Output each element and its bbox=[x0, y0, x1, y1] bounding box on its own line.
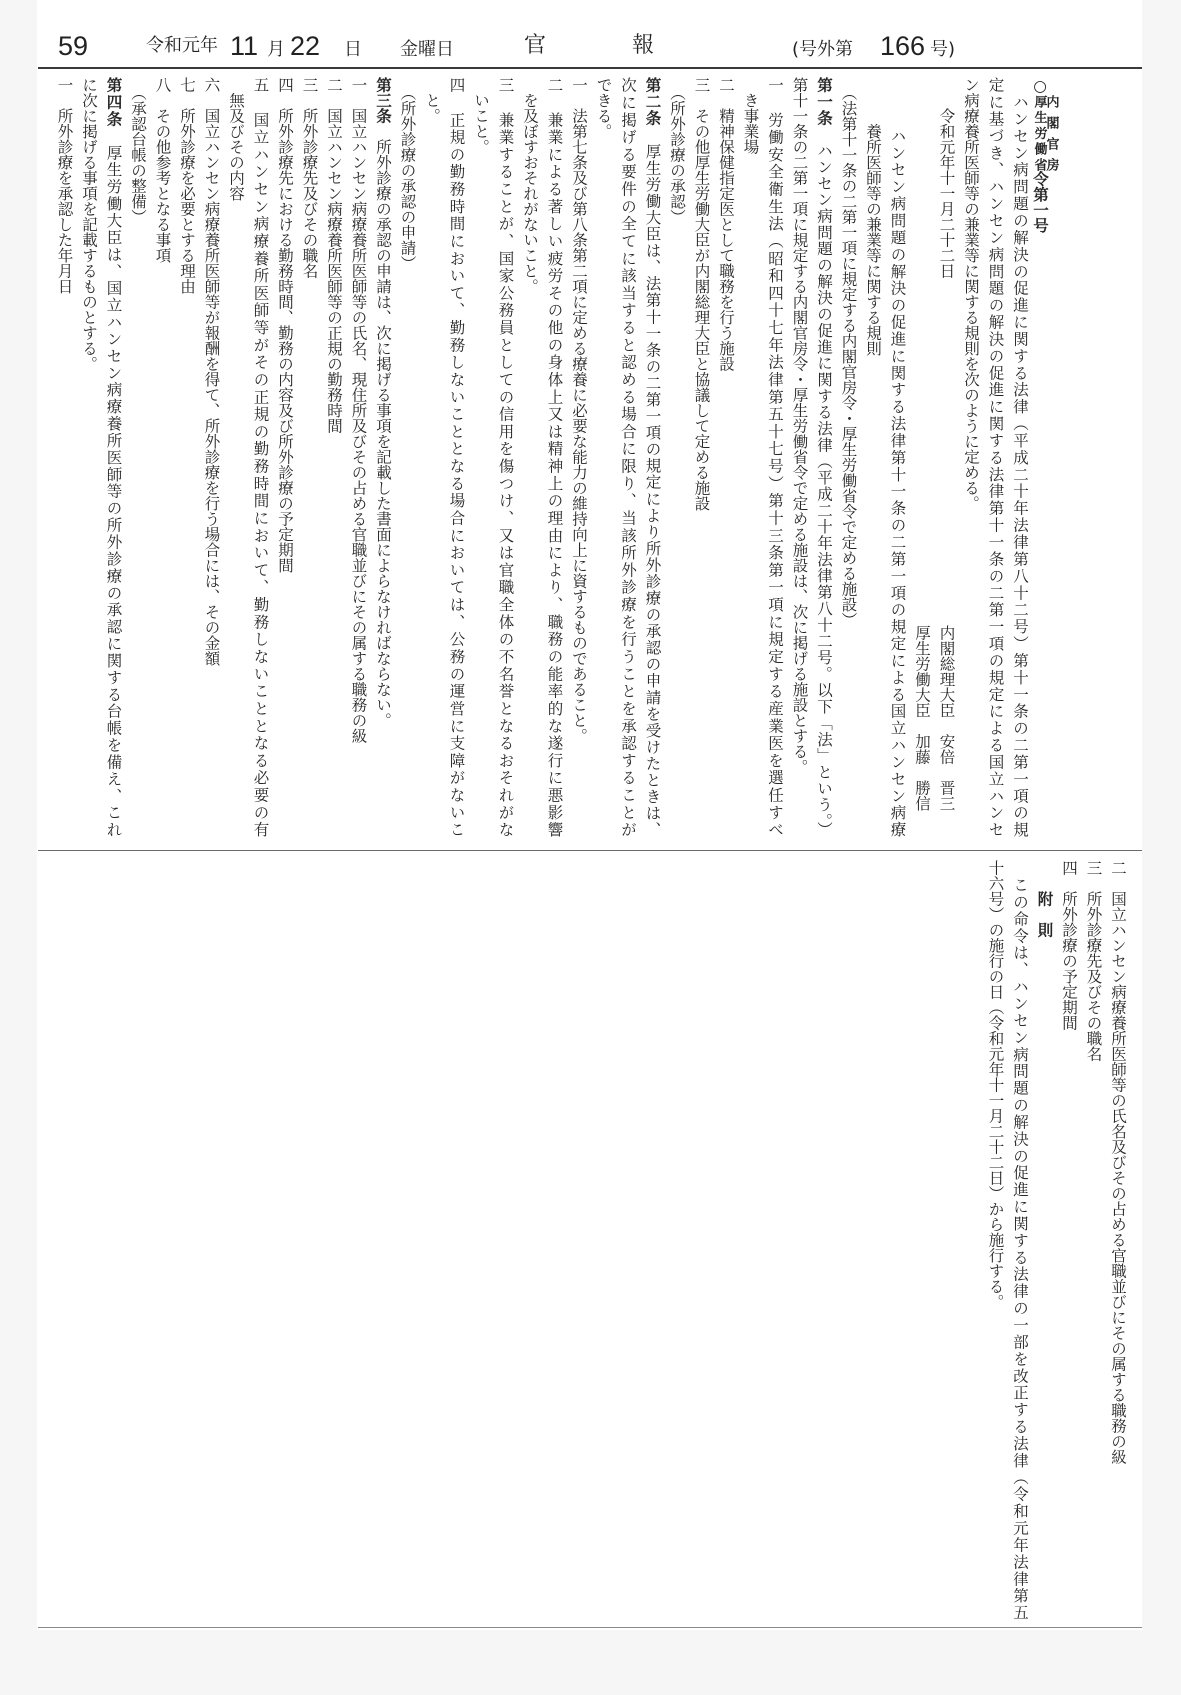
line-text: 二 国立ハンセン病療養所医師等の氏名及びその占める官職並びにその属する職務の級 bbox=[1109, 860, 1127, 1465]
signature-line bbox=[934, 77, 959, 837]
text-line bbox=[591, 77, 616, 837]
text-line bbox=[346, 77, 371, 837]
header-divider bbox=[38, 67, 1142, 69]
weekday: 金曜日 bbox=[400, 39, 454, 60]
text-line bbox=[1106, 860, 1131, 1620]
issue-suffix: 号) bbox=[930, 39, 956, 60]
line-text: 七 所外診療を必要とする理由 bbox=[178, 77, 196, 294]
line-text: 三 その他厚生労働大臣が内閣総理大臣と協議して定める施設 bbox=[692, 77, 711, 511]
line-text: 二 国立ハンセン病療養所医師等の正規の勤務時間 bbox=[325, 77, 343, 434]
line-text: （法第十一条の二第一項に規定する内閣官房令・厚生労働省令で定める施設） bbox=[839, 77, 858, 628]
text-line bbox=[126, 77, 151, 837]
line-text: 厚生労働大臣は、国立ハンセン病療養所医師等の所外診療の承認に関する台帳を備え、これ bbox=[104, 127, 123, 838]
text-line bbox=[1032, 860, 1057, 1620]
line-text: 十六号）の施行の日（令和元年十一月二十二日）から施行する。 bbox=[986, 860, 1005, 1310]
text-line bbox=[714, 77, 739, 837]
line-text: いこと。 bbox=[472, 77, 490, 155]
date-day-unit: 日 bbox=[344, 39, 362, 60]
gazette-title-1: 官 bbox=[524, 33, 547, 58]
text-line bbox=[787, 77, 812, 837]
text-line bbox=[738, 77, 763, 837]
text-line bbox=[1008, 860, 1033, 1620]
text-line bbox=[812, 77, 837, 837]
line-text: と。 bbox=[423, 77, 441, 124]
footer-divider bbox=[38, 1627, 1142, 1628]
line-text: 八 その他参考となる事項 bbox=[153, 77, 172, 263]
article-label: 附 則 bbox=[1035, 860, 1054, 938]
text-line bbox=[248, 77, 273, 837]
text-line bbox=[371, 77, 396, 837]
text-line bbox=[665, 77, 690, 837]
ministry-mhlw: 厚生労働省 bbox=[1031, 95, 1047, 171]
line-text: 定に基づき、ハンセン病問題の解決の促進に関する法律第十一条の二第一項の規定による国立ハンセ bbox=[986, 77, 1005, 837]
page-number: 59 bbox=[58, 31, 89, 61]
text-line bbox=[199, 77, 224, 837]
text-line bbox=[763, 77, 788, 837]
line-text: この命令は、ハンセン病問題の解決の促進に関する法律の一部を改正する法律（令和元年法律第五 bbox=[1011, 860, 1029, 1620]
article-label: 第二条 bbox=[643, 77, 662, 127]
line-text: （所外診療の承認の申請） bbox=[398, 77, 417, 271]
line-text: 四 所外診療の予定期間 bbox=[1060, 860, 1078, 1031]
heading-ministries bbox=[1033, 95, 1057, 171]
text-line bbox=[983, 860, 1008, 1620]
signature-line bbox=[910, 77, 935, 837]
text-line bbox=[77, 77, 102, 837]
text-line bbox=[518, 77, 543, 837]
line-text: 厚生労働大臣は、法第十一条の二第一項の規定により所外診療の承認の申請を受けたときは、 bbox=[643, 126, 662, 838]
text-line bbox=[444, 77, 469, 837]
text-line bbox=[297, 77, 322, 837]
date-month-unit: 月 bbox=[267, 39, 285, 60]
upper-text-block bbox=[40, 77, 1130, 837]
text-line bbox=[959, 77, 984, 837]
ordinance-heading bbox=[1032, 77, 1057, 837]
text-line bbox=[640, 77, 665, 837]
text-line bbox=[52, 77, 77, 837]
article-label: 第三条 bbox=[374, 77, 392, 124]
article-label: 第四条 bbox=[104, 77, 123, 128]
text-line bbox=[101, 77, 126, 837]
issue-prefix: (号外第 bbox=[792, 39, 854, 60]
line-text: ン病療養所医師等の兼業等に関する規則を次のように定める。 bbox=[962, 77, 980, 511]
text-line bbox=[493, 77, 518, 837]
text-line bbox=[322, 77, 347, 837]
text-line bbox=[1057, 860, 1082, 1620]
line-text: 三 所外診療先及びその職名 bbox=[1084, 860, 1103, 1062]
line-text: 無及びその内容 bbox=[227, 77, 245, 201]
line-text: 三 兼業することが、国家公務員としての信用を傷つけ、又は官職全体の不名誉となるおそれがな bbox=[496, 77, 515, 837]
minister-signature: 厚生労働大臣 加藤 勝信 bbox=[913, 625, 931, 811]
line-text: 次に掲げる要件の全てに該当すると認める場合に限り、当該所外診療を行うことを承認することが bbox=[619, 77, 637, 838]
text-line bbox=[175, 77, 200, 837]
text-line bbox=[567, 77, 592, 837]
minister-signature: 内閣総理大臣 安倍 晋三 bbox=[937, 625, 956, 811]
gazette-title-2: 報 bbox=[632, 33, 655, 58]
text-line bbox=[469, 77, 494, 837]
line-text: 養所医師等の兼業等に関する規則 bbox=[864, 77, 882, 356]
text-line bbox=[861, 77, 886, 837]
text-line bbox=[273, 77, 298, 837]
line-text: できる。 bbox=[594, 77, 613, 139]
line-text: 四 所外診療先における勤務時間、勤務の内容及び所外診療の予定期間 bbox=[276, 77, 294, 573]
date-month: 11 bbox=[230, 31, 259, 61]
text-line bbox=[420, 77, 445, 837]
line-text: ハンセン病問題の解決の促進に関する法律第十一条の二第一項の規定による国立ハンセン病療 bbox=[888, 77, 907, 837]
text-line bbox=[616, 77, 641, 837]
issue-number: 166 bbox=[880, 31, 926, 61]
date-day: 22 bbox=[290, 31, 321, 61]
line-text: き事業場 bbox=[741, 77, 760, 155]
line-text: を及ぼすおそれがないこと。 bbox=[521, 77, 539, 294]
line-text: 第十一条の二第一項に規定する内閣官房令・厚生労働省令で定める施設は、次に掲げる施設とする。 bbox=[790, 77, 809, 775]
line-text: 四 正規の勤務時間において、勤務しないこととなる場合においては、公務の運営に支障がないこ bbox=[447, 77, 466, 838]
line-text: （承認台帳の整備） bbox=[129, 77, 147, 225]
ministry-cabinet: 内閣官房 bbox=[1043, 95, 1059, 171]
article-label: 第一条 bbox=[815, 77, 833, 127]
text-line bbox=[542, 77, 567, 837]
line-text: に次に掲げる事項を記載するものとする。 bbox=[80, 77, 98, 372]
date-era: 令和元年 bbox=[146, 35, 218, 56]
line-text: ハンセン病問題の解決の促進に関する法律（平成二十年法律第八十二号）第十一条の二第一項の規 bbox=[1011, 77, 1029, 837]
text-line bbox=[885, 77, 910, 837]
line-text: 一 法第七条及び第八条第二項に定める療養に必要な能力の維持向上に資するものであること。 bbox=[570, 77, 588, 744]
line-text: 六 国立ハンセン病療養所医師等が報酬を得て、所外診療を行う場合には、その金額 bbox=[202, 77, 221, 666]
line-text: 所外診療の承認の申請は、次に掲げる事項を記載した書面によらなければならない。 bbox=[374, 123, 392, 728]
text-line bbox=[836, 77, 861, 837]
enactment-date: 令和元年十一月二十二日 bbox=[937, 77, 956, 279]
text-line bbox=[224, 77, 249, 837]
line-text: 一 国立ハンセン病療養所医師等の氏名、現住所及びその占める官職並びにその属する職務の級 bbox=[349, 77, 368, 744]
line-text: 一 労働安全衛生法（昭和四十七年法律第五十七号）第十三条第一項に規定する産業医を選任すべ bbox=[766, 77, 784, 837]
line-text: 一 所外診療を承認した年月日 bbox=[55, 77, 74, 294]
line-text: 五 国立ハンセン病療養所医師等がその正規の勤務時間において、勤務しないこととなる必要の有 bbox=[251, 77, 270, 837]
text-line bbox=[1008, 77, 1033, 837]
text-line bbox=[150, 77, 175, 837]
line-text: 二 兼業による著しい疲労その他の身体上又は精神上の理由により、職務の能率的な遂行に悪影響 bbox=[545, 77, 564, 837]
section-divider bbox=[38, 850, 1142, 851]
line-text: 二 精神保健指定医として職務を行う施設 bbox=[717, 77, 735, 372]
heading-circle: ○ bbox=[1031, 77, 1049, 95]
line-text: ハンセン病問題の解決の促進に関する法律（平成二十年法律第八十二号。以下「法」という。） bbox=[815, 126, 833, 838]
text-line bbox=[1081, 860, 1106, 1620]
lower-text-block bbox=[40, 860, 1130, 1620]
text-line bbox=[395, 77, 420, 837]
heading-number: 令第一号 bbox=[1031, 171, 1049, 233]
text-line bbox=[983, 77, 1008, 837]
line-text: （所外診療の承認） bbox=[668, 77, 686, 225]
line-text: 三 所外診療先及びその職名 bbox=[300, 77, 319, 279]
text-line bbox=[689, 77, 714, 837]
page-header bbox=[0, 28, 1181, 68]
